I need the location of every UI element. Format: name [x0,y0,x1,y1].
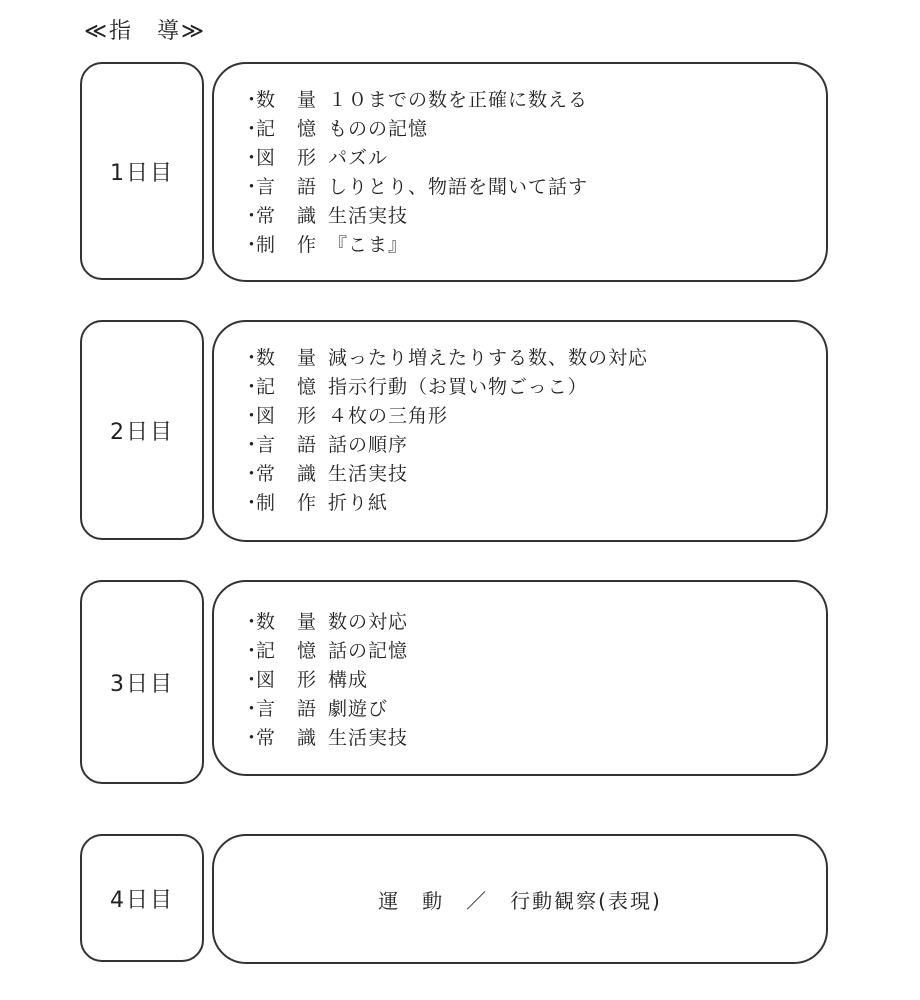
item-category: 記憶 [256,376,339,398]
item-detail: 折り紙 [328,492,389,514]
item-category: 常識 [256,463,339,485]
bullet: ・ [242,234,262,256]
list-item [242,86,588,115]
list-item [242,373,648,402]
day-4-content-box [212,834,828,964]
day-4-label-box [80,834,204,962]
item-detail: 減ったり増えたりする数、数の対応 [328,347,649,369]
item-detail: 生活実技 [328,463,409,485]
item-category: 常識 [256,727,339,749]
day-2-label: 2日目 [110,419,174,445]
item-category: 図形 [256,669,339,691]
item-detail: 構成 [328,669,369,691]
bullet: ・ [242,405,262,427]
list-item [242,608,408,637]
item-detail: 数の対応 [328,611,409,633]
item-detail: 生活実技 [328,727,409,749]
item-detail: 『こま』 [328,234,409,256]
bullet: ・ [242,176,262,198]
list-item [242,344,648,373]
item-category: 常識 [256,205,339,227]
list-item [242,402,648,431]
item-detail: １０までの数を正確に数える [328,89,589,111]
item-category: 記憶 [256,118,339,140]
list-item [242,173,588,202]
list-item [242,460,648,489]
bullet: ・ [242,434,262,456]
day-3-label-box [80,580,204,784]
list-item [242,144,588,173]
item-detail: 話の順序 [328,434,409,456]
day-2-item-list [242,344,648,518]
list-item [242,231,588,260]
list-item [242,695,408,724]
list-item [242,637,408,666]
bullet: ・ [242,492,262,514]
day-3-label: 3日目 [110,671,174,697]
day-2-label-box [80,320,204,540]
bullet: ・ [242,376,262,398]
bullet: ・ [242,147,262,169]
item-category: 数量 [256,611,339,633]
day-3-content-box [212,580,828,776]
item-detail: 生活実技 [328,205,409,227]
item-detail: 話の記憶 [328,640,409,662]
list-item [242,724,408,753]
item-category: 制作 [256,234,339,256]
bullet: ・ [242,89,262,111]
item-category: 言語 [256,434,339,456]
day-1-item-list [242,86,588,260]
item-detail: 劇遊び [328,698,389,720]
item-detail: 指示行動（お買い物ごっこ） [328,376,588,398]
list-item [242,202,588,231]
page-title: ≪指 導≫ [84,19,207,44]
day-2-content-box [212,320,828,542]
item-category: 数量 [256,347,339,369]
day-4-summary: 運 動 ／ 行動観察(表現) [378,888,662,913]
day-1-label: 1日目 [110,160,174,186]
bullet: ・ [242,669,262,691]
item-category: 制作 [256,492,339,514]
day-1-label-box [80,62,204,280]
bullet: ・ [242,205,262,227]
item-detail: ものの記憶 [328,118,429,140]
bullet: ・ [242,118,262,140]
item-detail: ４枚の三角形 [328,405,449,427]
bullet: ・ [242,698,262,720]
day-4-label: 4日目 [110,887,174,913]
item-category: 図形 [256,405,339,427]
item-detail: しりとり、物語を聞いて話す [328,176,589,198]
day-1-content-box [212,62,828,282]
day-3-item-list [242,608,408,753]
bullet: ・ [242,727,262,749]
bullet: ・ [242,640,262,662]
item-category: 図形 [256,147,339,169]
bullet: ・ [242,611,262,633]
item-detail: パズル [328,147,389,169]
item-category: 数量 [256,89,339,111]
item-category: 記憶 [256,640,339,662]
bullet: ・ [242,347,262,369]
list-item [242,666,408,695]
list-item [242,115,588,144]
bullet: ・ [242,463,262,485]
list-item [242,431,648,460]
list-item [242,489,648,518]
item-category: 言語 [256,176,339,198]
item-category: 言語 [256,698,339,720]
